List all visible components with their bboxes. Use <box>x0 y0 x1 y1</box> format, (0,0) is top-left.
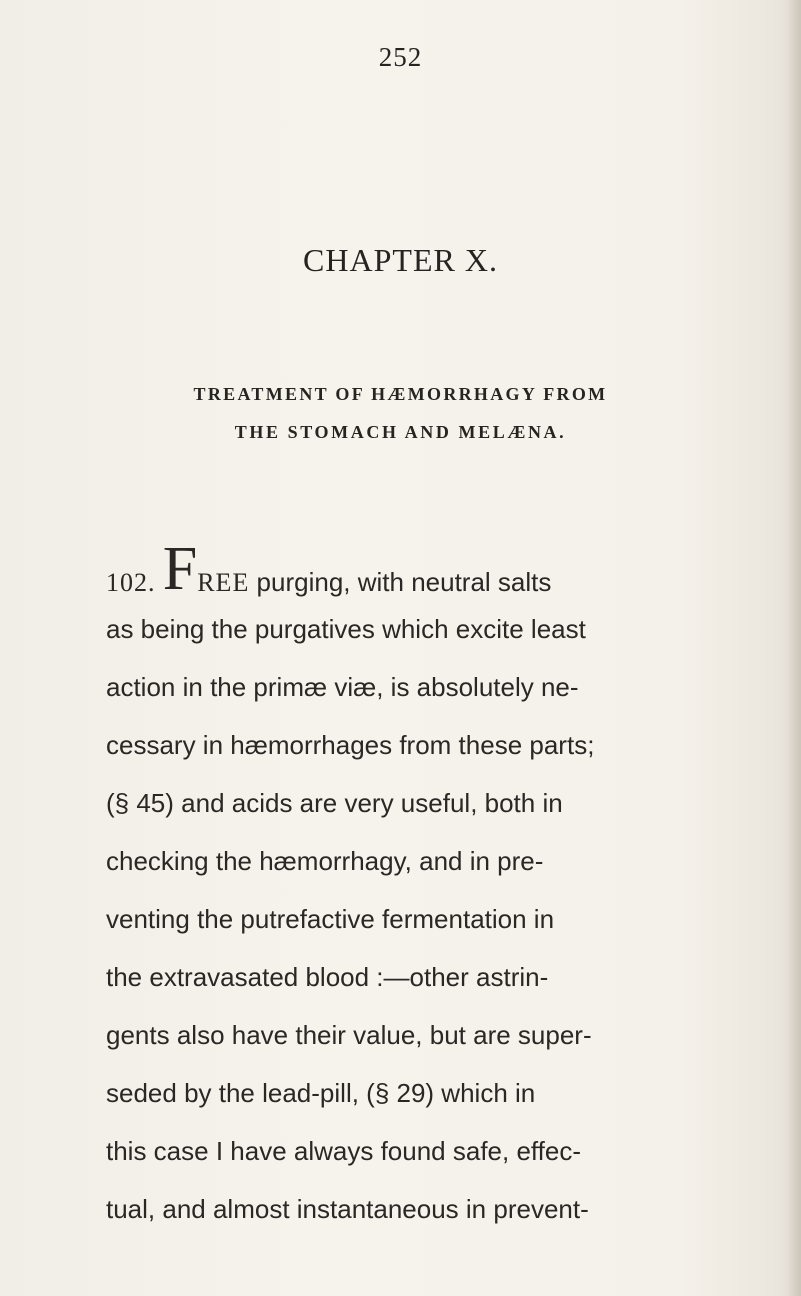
drop-cap: F <box>162 535 198 603</box>
paragraph-line-4: cessary in hæmorrhages from these parts; <box>106 730 595 760</box>
paragraph-line-6: checking the hæmorrhagy, and in pre- <box>106 846 544 876</box>
paragraph-line-12: tual, and almost instantaneous in prevent- <box>106 1194 589 1224</box>
section-heading-line-2: THE STOMACH AND MELÆNA. <box>234 422 567 442</box>
section-heading-line-1: TREATMENT OF HÆMORRHAGY FROM <box>193 384 608 404</box>
paragraph-line-2: as being the purgatives which excite least <box>106 614 586 644</box>
page-number: 252 <box>378 42 423 72</box>
line-text: purging, with neutral salts <box>249 567 552 597</box>
chapter-title: CHAPTER X. <box>303 242 498 278</box>
paragraph-line-7: venting the putrefactive fermentation in <box>106 904 555 934</box>
paragraph-line-3: action in the primæ viæ, is absolutely ne- <box>106 672 579 702</box>
paragraph-line-5: (§ 45) and acids are very useful, both in <box>106 788 563 818</box>
paragraph-line-11: this case I have always found safe, effec- <box>106 1136 582 1166</box>
page-edge-shadow <box>787 0 801 1296</box>
paragraph-line-10: seded by the lead-pill, (§ 29) which in <box>106 1078 536 1108</box>
paragraph-number: 102. <box>106 568 156 597</box>
paragraph-line-9: gents also have their value, but are super- <box>106 1020 592 1050</box>
first-word-rest: REE <box>197 568 250 597</box>
paragraph-line-1 <box>106 535 552 603</box>
paragraph-line-8: the extravasated blood :—other astrin- <box>106 962 549 992</box>
